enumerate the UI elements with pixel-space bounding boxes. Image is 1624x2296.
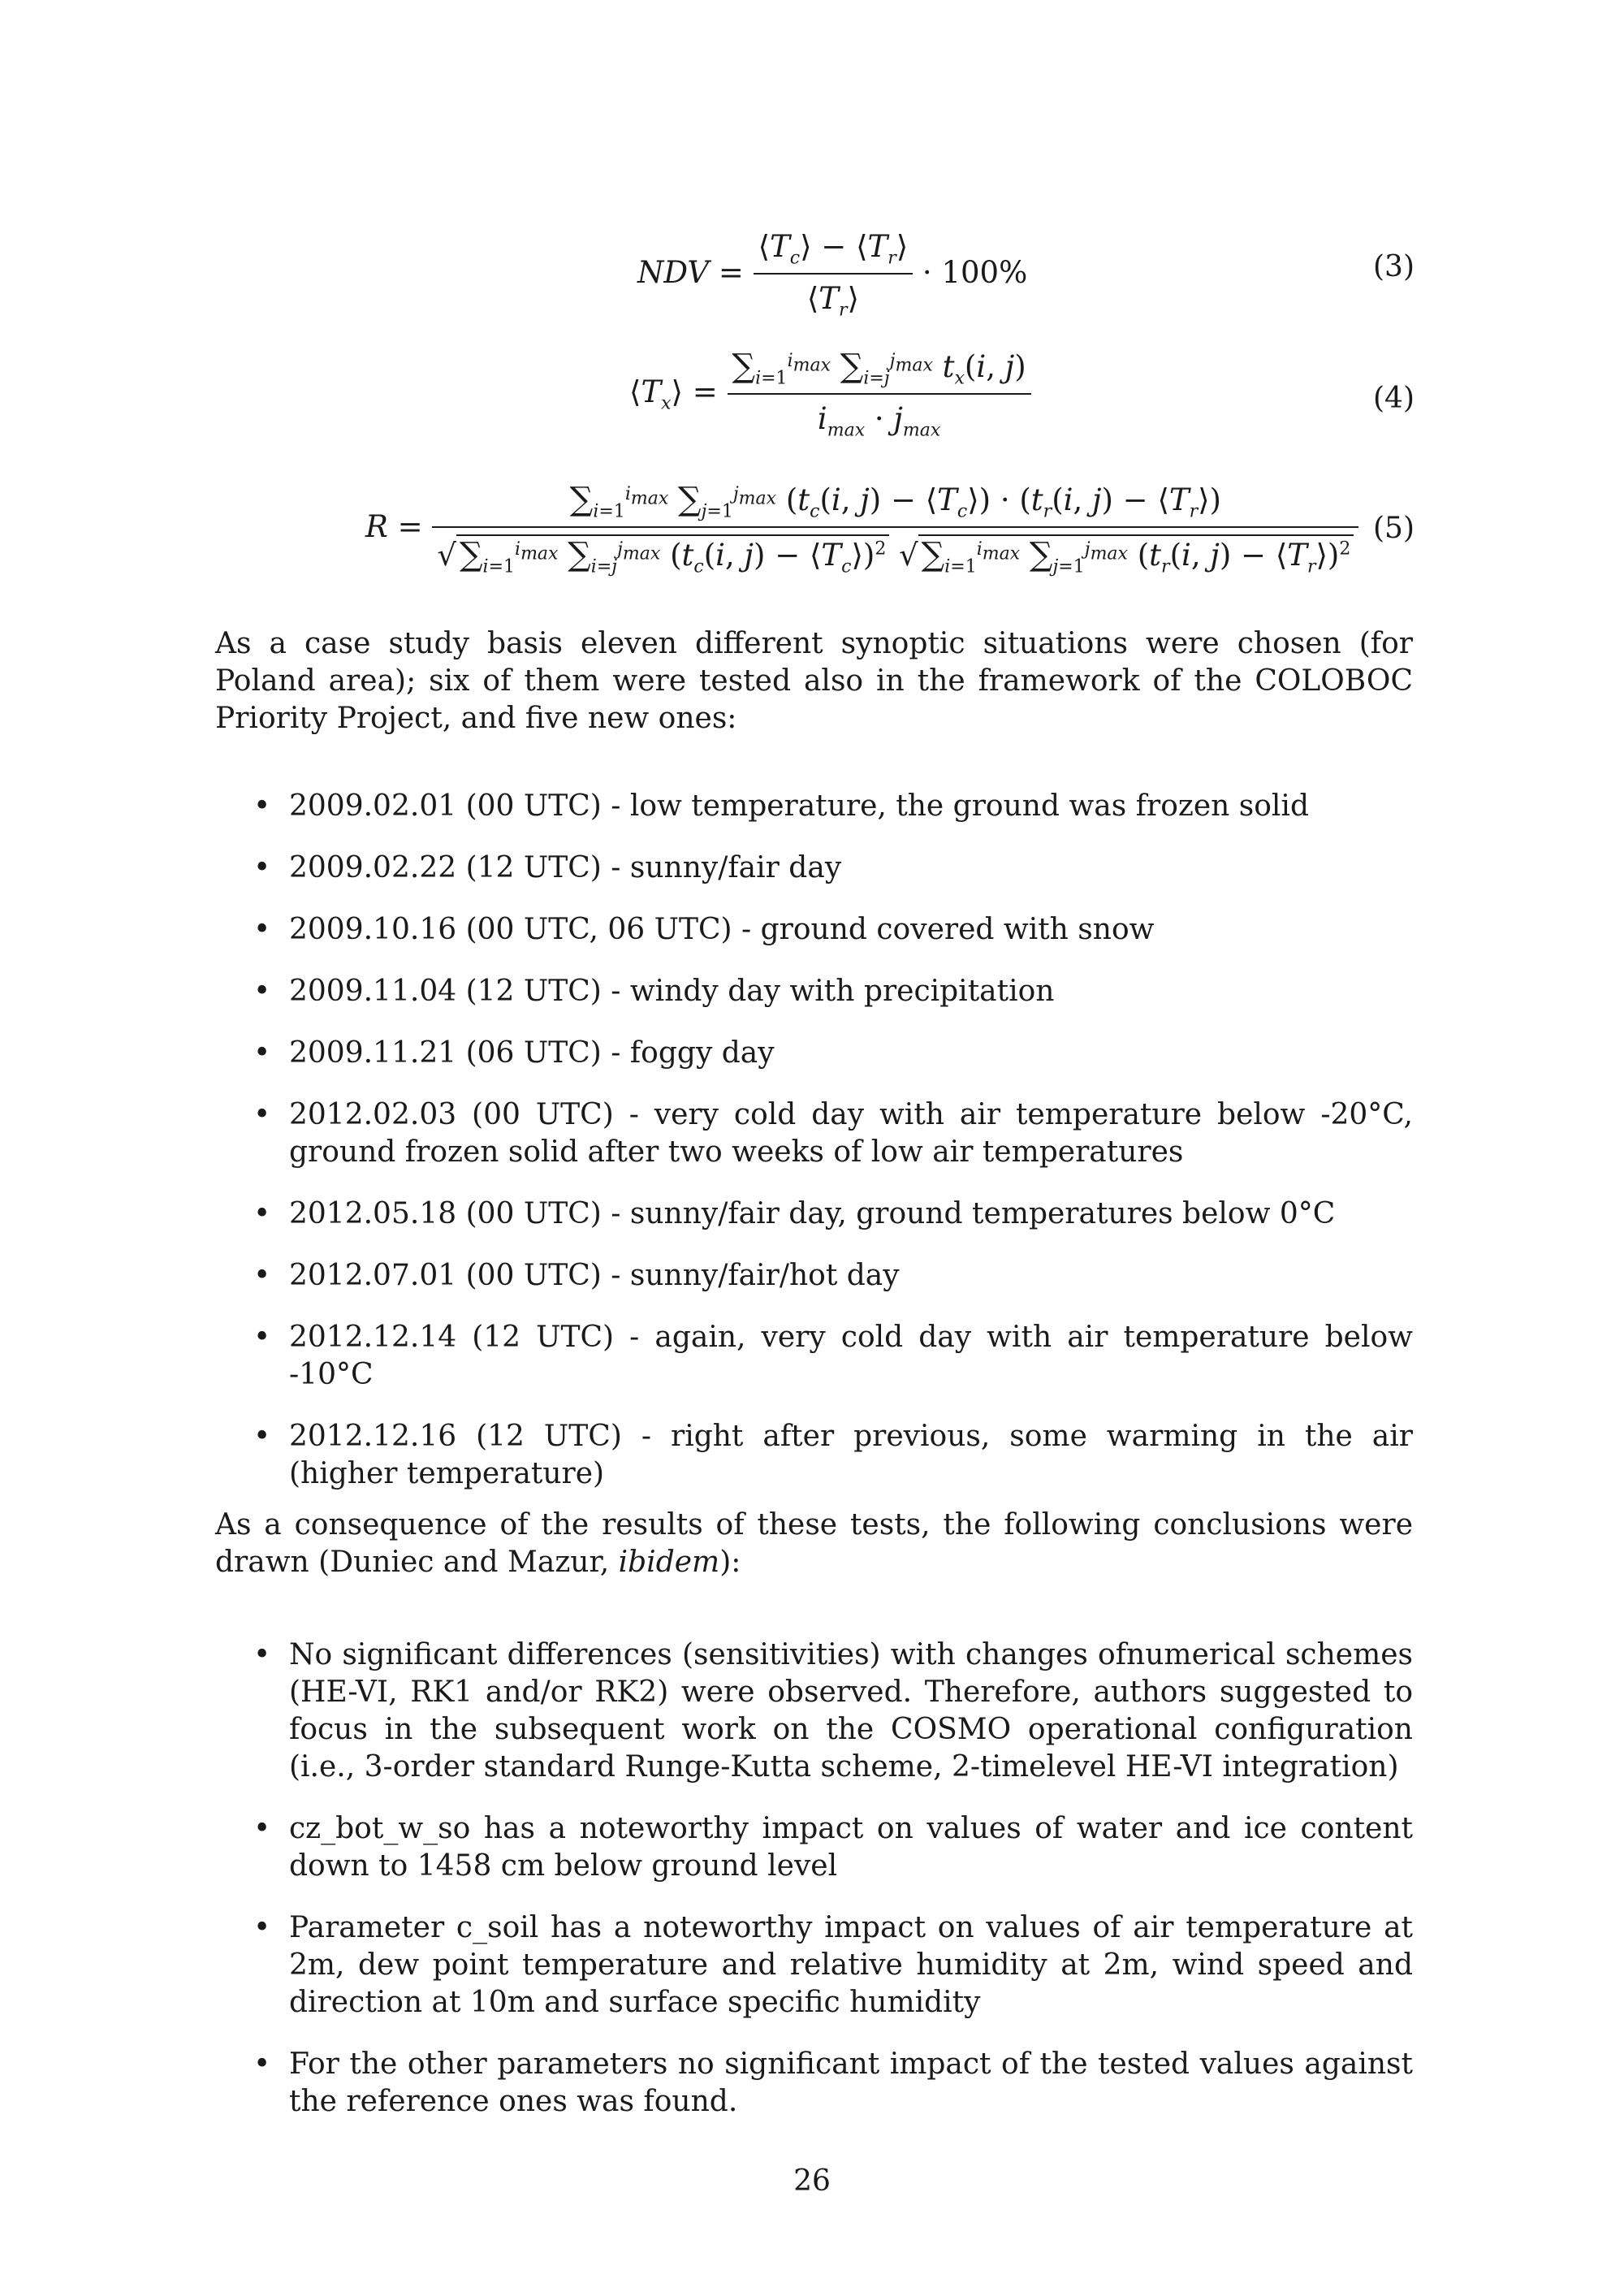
equation-5-number: (5) (1373, 512, 1415, 545)
bullet-icon: • (253, 1911, 271, 1944)
conclusion-item (244, 1810, 1413, 1885)
equation-3: NDV = $\frac{⟨T_c⟩ - ⟨T_r⟩}{⟨T_r⟩}$ · 100% (637, 229, 1028, 321)
page-number: 26 (793, 2164, 831, 2198)
case-item (244, 911, 1413, 949)
case-item (244, 850, 1413, 887)
case-item (244, 1196, 1413, 1233)
conclusion-paragraph-end: ): (719, 1546, 741, 1579)
equation-5: R = $\sum_{i=1}^{i_{max}}$ $\sum_{j=1}^{j_{max}}$ ($t_c(i$, $j) - ⟨T_c⟩) \cdot (t_r(i$, $j) - ⟨T_r⟩$) √ $\sum_{i=1}^{i_{max}}$ $\sum_{i=j}^{j_{max}}$ ($t_c(i$, $j) - ⟨T_c⟩)^2$ √ $\sum_{i=1}^{i_{max}}$ $\sum_{j=1}^{j_{max}}$ ($t_r(i$, $j) - ⟨T_r⟩)^2$ (365, 481, 1358, 577)
conclusion-paragraph-text: As a consequence of the results of these tests, the following conclusions were drawn (Duniec and Mazur, (215, 1508, 1413, 1579)
bullet-icon: • (253, 1321, 271, 1354)
bullet-icon: • (253, 1812, 271, 1845)
conclusion-item (244, 1909, 1413, 2021)
case-item (244, 1319, 1413, 1394)
equation-4-number: (4) (1373, 382, 1415, 415)
case-item-text: 2012.05.18 (00 UTC) - sunny/fair day, ground temperatures below 0°C (289, 1197, 1336, 1230)
bullet-icon: • (253, 1638, 271, 1671)
bullet-icon: • (253, 1197, 271, 1230)
bullet-icon: • (253, 851, 271, 884)
conclusion-item-text: For the other parameters no significant impact of the tested values against the reference ones was found. (289, 2047, 1413, 2118)
case-item-text: 2009.02.22 (12 UTC) - sunny/fair day (289, 851, 842, 884)
case-item-text: 2012.07.01 (00 UTC) - sunny/fair/hot day (289, 1259, 900, 1292)
case-item (244, 1035, 1413, 1072)
bullet-icon: • (253, 1420, 271, 1453)
conclusion-item (244, 2046, 1413, 2121)
case-item-text: 2009.11.21 (06 UTC) - foggy day (289, 1036, 775, 1070)
case-item-text: 2012.12.16 (12 UTC) - right after previous, some warming in the air (higher temperature) (289, 1420, 1413, 1490)
intro-paragraph: As a case study basis eleven different synoptic situations were chosen (for Poland area); six of them were tested also in the framework of the COLOBOC Priority Project, and five new ones: (215, 627, 1413, 735)
conclusion-list (244, 1637, 1413, 2145)
equation-3-number: (3) (1373, 250, 1415, 283)
conclusion-item-text: No significant differences (sensitivities) with changes ofnumerical schemes (HE-VI, RK1 and/or RK2) were observed. Therefore, authors suggested to focus in the subsequent work on the COSMO operational configuration (i.e., 3-order standard Runge-Kutta scheme, 2-timelevel HE-VI integration) (289, 1638, 1413, 1784)
case-list (244, 788, 1413, 1517)
case-item (244, 1257, 1413, 1295)
case-item (244, 788, 1413, 825)
case-item-text: 2012.02.03 (00 UTC) - very cold day with air temperature below -20°C, ground frozen solid after two weeks of low air temperatures (289, 1098, 1413, 1169)
conclusion-item-text: Parameter c_soil has a noteworthy impact on values of air temperature at 2m, dew point temperature and relative humidity at 2m, wind speed and direction at 10m and surface specific humidity (289, 1911, 1413, 2019)
case-item (244, 973, 1413, 1010)
bullet-icon: • (253, 913, 271, 946)
ibidem-text: ibidem (618, 1546, 720, 1579)
bullet-icon: • (253, 1098, 271, 1131)
bullet-icon: • (253, 1259, 271, 1292)
case-item-text: 2009.10.16 (00 UTC, 06 UTC) - ground covered with snow (289, 913, 1155, 946)
bullet-icon: • (253, 975, 271, 1008)
bullet-icon: • (253, 2047, 271, 2081)
bullet-icon: • (253, 1036, 271, 1070)
conclusion-item-text: cz_bot_w_so has a noteworthy impact on values of water and ice content down to 1458 cm below ground level (289, 1812, 1413, 1883)
conclusion-item (244, 1637, 1413, 1786)
case-item (244, 1418, 1413, 1493)
equation-4: $⟨T_x⟩$ = $\frac{\sum_{i=1}^{i_{max}} \sum_{i=j}^{j_{max}} t_x(i, j)}{i_{max} \cdot j_{max}}$ (629, 348, 1031, 441)
case-item-text: 2012.12.14 (12 UTC) - again, very cold day with air temperature below -10°C (289, 1321, 1413, 1391)
case-item-text: 2009.02.01 (00 UTC) - low temperature, the ground was frozen solid (289, 789, 1309, 823)
conclusion-paragraph (215, 1507, 1413, 1581)
case-item-text: 2009.11.04 (12 UTC) - windy day with precipitation (289, 975, 1055, 1008)
case-item (244, 1096, 1413, 1171)
bullet-icon: • (253, 789, 271, 823)
